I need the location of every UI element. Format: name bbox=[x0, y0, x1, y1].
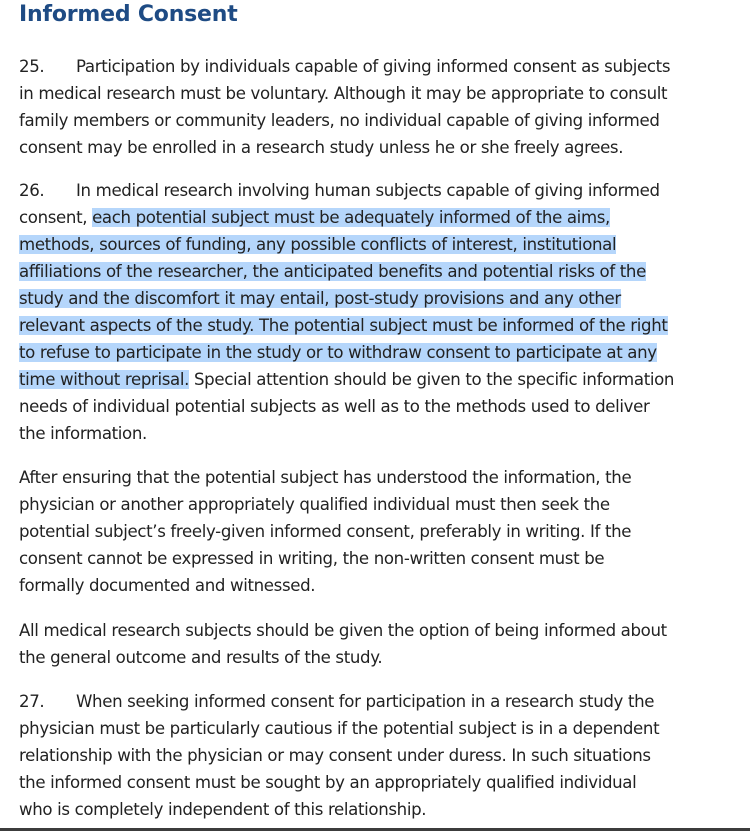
paragraph-text: When seeking informed consent for participation in a research study the bbox=[76, 692, 655, 711]
paragraph-line bbox=[19, 285, 731, 312]
paragraph-line bbox=[19, 177, 731, 204]
paragraph-number: 25. bbox=[19, 57, 45, 76]
paragraph-line: physician or another appropriately qualified individual must then seek the bbox=[19, 495, 610, 514]
paragraph-line bbox=[19, 258, 731, 285]
paragraph-line: the general outcome and results of the study. bbox=[19, 648, 383, 667]
paragraph-line bbox=[19, 231, 731, 258]
paragraph-number: 27. bbox=[19, 692, 45, 711]
paragraph-line bbox=[19, 312, 731, 339]
paragraph-text: Special attention should be given to the specific information bbox=[189, 370, 675, 389]
paragraph-line: the informed consent must be sought by an appropriately qualified individual bbox=[19, 773, 637, 792]
paragraph-line: needs of individual potential subjects as well as to the methods used to deliver bbox=[19, 397, 650, 416]
paragraph-all-subjects bbox=[19, 617, 731, 671]
paragraph-line: consent cannot be expressed in writing, the non-written consent must be bbox=[19, 549, 605, 568]
text-selection-highlight[interactable]: affiliations of the researcher, the anticipated benefits and potential risks of the bbox=[19, 262, 646, 281]
paragraph-line: the information. bbox=[19, 424, 147, 443]
paragraph-line: potential subject’s freely-given informed consent, preferably in writing. If the bbox=[19, 522, 632, 541]
paragraph-line bbox=[19, 204, 731, 231]
paragraph-text: In medical research involving human subjects capable of giving informed bbox=[76, 181, 660, 200]
paragraph-text: Participation by individuals capable of giving informed consent as subjects bbox=[76, 57, 671, 76]
paragraph-line: formally documented and witnessed. bbox=[19, 576, 316, 595]
paragraph-line: After ensuring that the potential subject has understood the information, the bbox=[19, 468, 632, 487]
paragraph-26 bbox=[19, 177, 731, 447]
text-selection-highlight[interactable]: methods, sources of funding, any possible conflicts of interest, institutional bbox=[19, 235, 617, 254]
paragraph-line: physician must be particularly cautious if the potential subject is in a dependent bbox=[19, 719, 660, 738]
paragraph-line bbox=[19, 339, 731, 366]
paragraph-line: in medical research must be voluntary. Although it may be appropriate to consult bbox=[19, 84, 668, 103]
text-selection-highlight[interactable]: to refuse to participate in the study or to withdraw consent to participate at any bbox=[19, 343, 657, 362]
section-title: Informed Consent bbox=[19, 2, 238, 27]
paragraph-line: All medical research subjects should be given the option of being informed about bbox=[19, 621, 667, 640]
paragraph-line: family members or community leaders, no individual capable of giving informed bbox=[19, 111, 660, 130]
text-selection-highlight[interactable]: time without reprisal. bbox=[19, 370, 190, 389]
text-selection-highlight[interactable]: study and the discomfort it may entail, post-study provisions and any other bbox=[19, 289, 621, 308]
paragraph-line: consent may be enrolled in a research study unless he or she freely agrees. bbox=[19, 138, 624, 157]
text-selection-highlight[interactable]: each potential subject must be adequately informed of the aims, bbox=[92, 208, 610, 227]
paragraph-line bbox=[19, 53, 731, 80]
paragraph-number: 26. bbox=[19, 181, 45, 200]
paragraph-27 bbox=[19, 688, 731, 823]
paragraph-text: consent, bbox=[19, 208, 93, 227]
paragraph-line: relationship with the physician or may consent under duress. In such situations bbox=[19, 746, 651, 765]
paragraph-25 bbox=[19, 53, 731, 161]
paragraph-after-ensuring bbox=[19, 464, 731, 599]
text-selection-highlight[interactable]: relevant aspects of the study. The potential subject must be informed of the right bbox=[19, 316, 668, 335]
paragraph-line bbox=[19, 366, 731, 393]
paragraph-line bbox=[19, 688, 731, 715]
paragraph-line: who is completely independent of this relationship. bbox=[19, 800, 427, 819]
